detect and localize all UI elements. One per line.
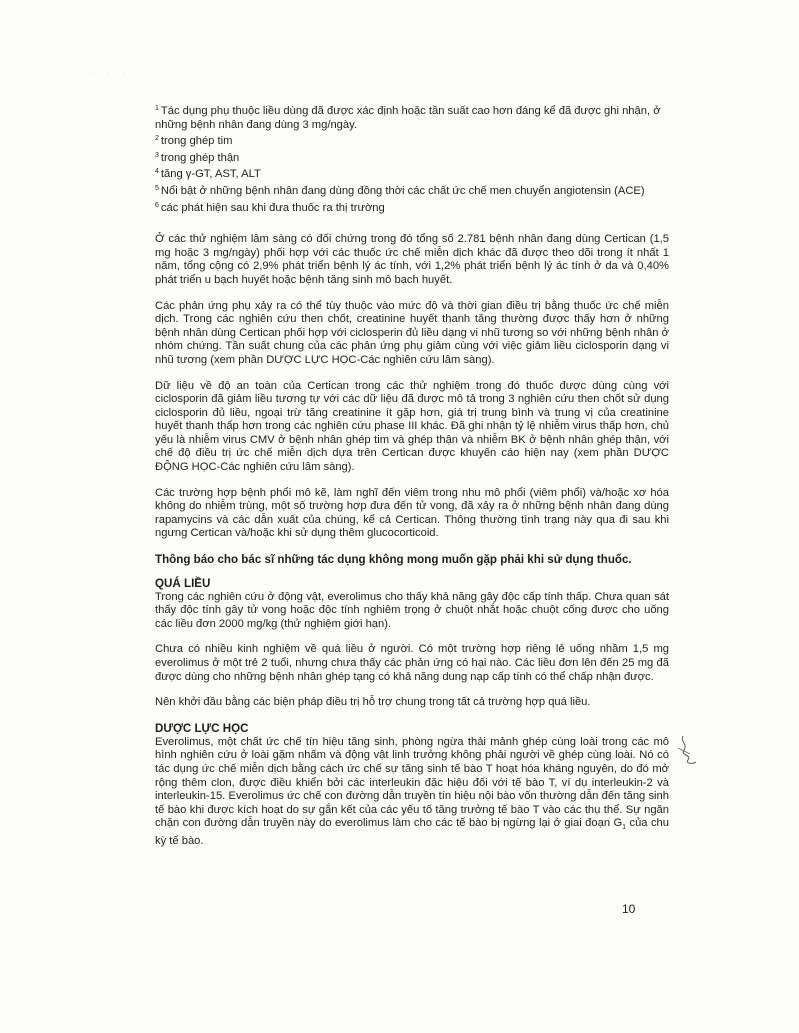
document-page — [155, 102, 669, 861]
overdose-paragraph: Trong các nghiên cứu ở động vật, everolimus cho thấy khả năng gây độc cấp tính thấp. Chưa quan sát thấy độc tính gây tử vong hoặc độc tính nghiêm trọng ở chuột nhắt hoặc chuột cống được cho uống các liều đơn 2000 mg/kg (thử nghiệm giới hạn). — [155, 590, 669, 630]
footnote: $^4$ tăng γ-GT, AST, ALT — [155, 168, 261, 181]
doctor-notice: Thông báo cho bác sĩ những tác dụng không mong muốn gặp phải khi sử dụng thuốc. — [155, 553, 632, 567]
paragraph-malignancy: Ở các thử nghiệm lâm sàng có đối chứng trong đó tổng số 2.781 bệnh nhân đang dùng Certican (1,5 mg hoặc 3 mg/ngày) phối hợp với các thuốc ức chế miễn dịch khác đã được theo dõi trong ít nhất 1 năm, tổng cộng có 2,9% phát triển bệnh lý ác tính, với 1,2% phát triển bệnh lý ác tính ở da và 0,40% phát triển u bạch huyết hoặc bệnh tăng sinh mô bạch huyết. — [155, 233, 669, 286]
pharmacodynamics-heading: DƯỢC LỰC HỌC — [155, 721, 249, 735]
overdose-paragraph: Chưa có nhiều kinh nghiệm về quá liều ở người. Có một trường hợp riêng lẻ uống nhầm 1,5 mg everolimus ở một trẻ 2 tuổi, nhưng chưa thấy các phản ứng có hại nào. Các liều đơn lên đến 25 mg đã được dùng cho những bệnh nhân ghép tạng có khả năng dung nạp cấp tính có thể chấp nhận được. — [155, 643, 669, 683]
paragraph-lung-disease: Các trường hợp bệnh phổi mô kẽ, làm nghĩ đến viêm trong nhu mô phổi (viêm phổi) và/hoặc xơ hóa không do nhiễm trùng, một số trường hợp đưa đến tử vong, đã xảy ra ở những bệnh nhân đang dùng rapamycins và các dẫn xuất của chúng, kể cả Certican. Thông thường tình trạng này qua đi sau khi ngưng Certican và/hoặc khi sử dụng thêm glucocorticoid. — [155, 486, 669, 540]
footnote: $^3$ trong ghép thận — [155, 151, 240, 164]
paragraph-safety-data: Dữ liệu về độ an toàn của Certican trong các thử nghiệm trong đó thuốc được dùng cùng với ciclosporin đã giảm liều tương tự với các dữ liệu đã được mô tả trong 3 nghiên cứu then chốt sử dụng ciclosporin đủ liều, ngoại trừ tăng creatinine ít gặp hơn, giá trị trung bình và trung vị của creatinine huyết thanh thấp hơn trong các nghiên cứu phase III khác. Đã ghi nhận tỷ lệ nhiễm virus thấp hơn, chủ yếu là nhiễm virus CMV ở bệnh nhân ghép tim và ghép thận và nhiễm BK ở bệnh nhân ghép thận, với chế độ điều trị ức chế miễn dịch dựa trên Certican được khuyến cáo hiện nay (xem phần DƯỢC ĐỘNG HỌC-Các nghiên cứu lâm sàng). — [155, 379, 669, 474]
footnotes — [155, 102, 669, 215]
overdose-paragraph: Nên khởi đầu bằng các biện pháp điều trị hỗ trợ chung trong tất cả trường hợp quá liều. — [155, 696, 591, 709]
overdose-heading: QUÁ LIỀU — [155, 576, 211, 590]
page-number: 10 — [622, 902, 636, 916]
scan-specks: · · · — [92, 70, 132, 76]
footnote: $^2$ trong ghép tim — [155, 135, 233, 148]
footnote: $^5$ Nổi bật ở những bệnh nhân đang dùng đồng thời các chất ức chế men chuyển angiotensin (ACE) — [155, 184, 645, 197]
paragraph-adverse-reactions: Các phản ứng phụ xảy ra có thể tùy thuộc vào mức độ và thời gian điều trị bằng thuốc ức chế miễn dịch. Trong các nghiên cứu then chốt, creatinine huyết thanh tăng thường được thấy hơn ở những bệnh nhân dùng Certican phối hợp với ciclosperin đủ liều dạng vi nhũ tương so với những bệnh nhân ở nhóm chứng. Tần suất chung của các phản ứng phụ giảm cùng với việc giảm liều ciclosporin dạng vi nhũ tương (xem phần DƯỢC LỰC HỌC-Các nghiên cứu lâm sàng). — [155, 299, 669, 366]
footnote: $^1$ Tác dụng phụ thuộc liều dùng đã được xác định hoặc tần suất cao hơn đáng kể đã được ghi nhận, ở những bệnh nhân đang dùng 3 mg/ngày. — [155, 105, 661, 131]
footnote: $^6$ các phát hiện sau khi đưa thuốc ra thị trường — [155, 201, 385, 214]
handwritten-signature — [674, 734, 700, 768]
pharmacodynamics-paragraph: Everolimus, một chất ức chế tín hiệu tăng sinh, phòng ngừa thải mảnh ghép cùng loài trong các mô hình nghiên cứu ở loài gặm nhấm và động vật linh trưởng không phải người về ghép cùng loài. Nó có tác dụng ức chế miễn dịch bằng cách ức chế sự tăng sinh tế bào T hoạt hóa kháng nguyên, do đó mở rộng thêm clon, được điều khiển bởi các interleukin đặc hiệu đối với tế bào T, ví dụ interleukin-2 và interleukin-15. Everolimus ức chế con đường dẫn truyền tín hiệu nội bào vốn thường dẫn đến tăng sinh tế bào khi được kích hoạt do sự gắn kết của các yếu tố tăng trưởng tế bào T vào các thụ thể. Sự ngăn chặn con đường dẫn truyền này do everolimus làm cho các tế bào bị ngừng lại ở giai đoạn $G_1$ của chu kỳ tế bào. — [155, 735, 669, 848]
